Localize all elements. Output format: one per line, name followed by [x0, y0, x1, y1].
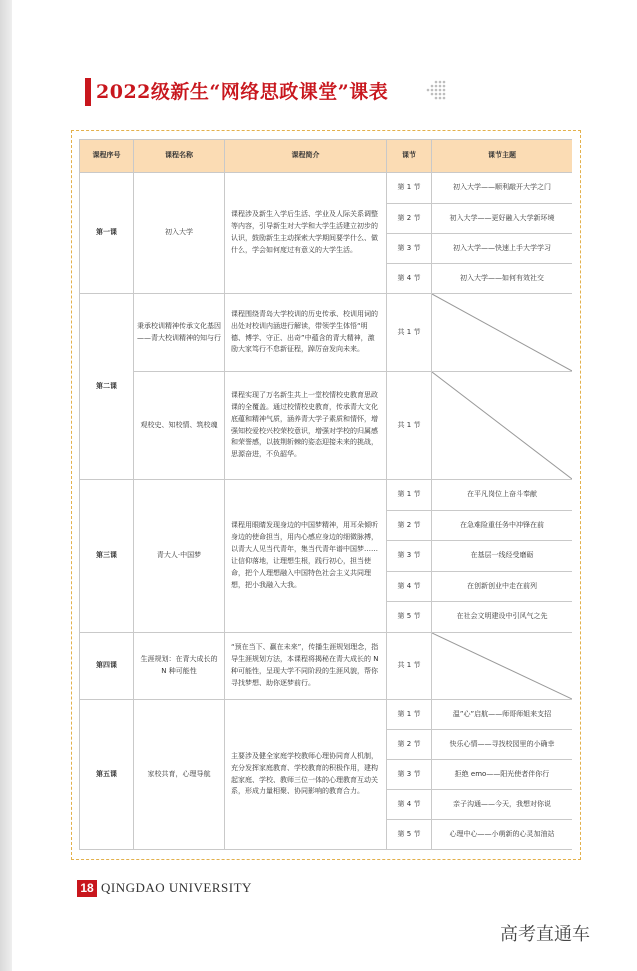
session-theme: 初入大学——如何有效社交: [432, 264, 573, 294]
lesson-id: 第一课: [80, 173, 134, 294]
session-label: 第 1 节: [387, 480, 432, 511]
course-name: 秉承校训精神传承文化基因——青大校训精神的知与行: [134, 294, 225, 372]
course-intro: 课程实现了万名新生共上一堂校情校史教育思政课的全覆盖。通过校情校史教育，传承青大文化底蕴和精神气质，涵养青大学子素质和情怀，增强知校爱校兴校荣校意识，增强对学校的归属感和荣誉感，以披荆斩棘的姿态迎接未来的挑战，思源奋进，不负韶华。: [225, 372, 387, 480]
header-session-theme: 课节主题: [432, 140, 573, 173]
header-lesson-no: 课程序号: [80, 140, 134, 173]
header-session: 课节: [387, 140, 432, 173]
session-theme: 拒绝 emo——阳光使者伴你行: [432, 760, 573, 790]
lesson-id: 第五课: [80, 700, 134, 850]
course-intro: “预在当下、赢在未来”，传播生涯规划理念，指导生涯规划方法，本课程将揭秘在青大成长的 N 种可能性，呈现大学不同阶段的生涯风貌，帮你寻找梦想、助你逐梦前行。: [225, 633, 387, 700]
table-row: [80, 700, 573, 730]
table-row: [80, 480, 573, 511]
session-label: 共 1 节: [387, 633, 432, 700]
schedule-table-wrapper: [79, 139, 572, 852]
session-theme: 温”心”启航——师哥师姐来支招: [432, 700, 573, 730]
session-label: 第 4 节: [387, 790, 432, 820]
schedule-table: [79, 139, 572, 850]
empty-theme-cell: [432, 294, 573, 372]
empty-theme-cell: [432, 633, 573, 700]
session-theme: 快乐心情——寻找校园里的小确幸: [432, 730, 573, 760]
table-row: [80, 294, 573, 372]
table-row: [80, 372, 573, 480]
session-label: 共 1 节: [387, 294, 432, 372]
course-intro: 课程涉及新生入学后生活、学业及人际关系调整等内容，引导新生对大学和大学生活建立初步的认识，鼓励新生主动探索大学期间要学什么、做什么，学会如何度过有意义的大学生活。: [225, 173, 387, 294]
session-label: 第 3 节: [387, 234, 432, 264]
table-row: [80, 173, 573, 204]
page-edge-strip: [0, 0, 12, 971]
session-label: 第 5 节: [387, 602, 432, 633]
table-header-row: [80, 140, 573, 173]
table-row: [80, 633, 573, 700]
session-theme: 亲子沟通——今天，我想对你说: [432, 790, 573, 820]
dot-grid-icon: [426, 80, 446, 100]
session-label: 共 1 节: [387, 372, 432, 480]
session-label: 第 2 节: [387, 204, 432, 234]
session-theme: 在平凡岗位上奋斗奉献: [432, 480, 573, 511]
session-theme: 心理中心——小萌新的心灵加油站: [432, 820, 573, 850]
session-theme: 初入大学——快速上手大学学习: [432, 234, 573, 264]
course-name: 初入大学: [134, 173, 225, 294]
session-theme: 初入大学——顺利敲开大学之门: [432, 173, 573, 204]
empty-theme-cell: [432, 372, 573, 480]
session-label: 第 3 节: [387, 541, 432, 572]
session-label: 第 1 节: [387, 700, 432, 730]
session-label: 第 5 节: [387, 820, 432, 850]
session-theme: 在创新创业中走在前列: [432, 572, 573, 602]
course-intro: 课程围绕青岛大学校训的历史传承、校训用词的出处对校训内涵进行解读，带领学生体悟“明德、博学、守正、出奇”中蕴含的青大精神，激励大家笃行不怠新征程，踔厉奋发向未来。: [225, 294, 387, 372]
session-theme: 初入大学——更好融入大学新环境: [432, 204, 573, 234]
course-name: 家校共育，心理导航: [134, 700, 225, 850]
header-course-intro: 课程简介: [225, 140, 387, 173]
session-label: 第 2 节: [387, 511, 432, 541]
lesson-id: 第二课: [80, 294, 134, 480]
session-label: 第 1 节: [387, 173, 432, 204]
course-name: 观校史、知校情、筑校魂: [134, 372, 225, 480]
lesson-id: 第三课: [80, 480, 134, 633]
lesson-id: 第四课: [80, 633, 134, 700]
session-theme: 在基层一线经受磨砺: [432, 541, 573, 572]
course-intro: 课程用眼睛发现身边的中国梦精神，用耳朵倾听身边的使命担当，用内心感应身边的细微脉搏，以青大人见当代青年，集当代青年谱中国梦……让信仰落地，让理想生根，践行初心，担当使命，把个人理想融入中国特色社会主义共同理想，把小我融入大我。: [225, 480, 387, 633]
session-theme: 在急难险重任务中冲锋在前: [432, 511, 573, 541]
page-title: 2022级新生“网络思政课堂”课表: [96, 81, 389, 103]
session-label: 第 3 节: [387, 760, 432, 790]
watermark-text: 高考直通车: [500, 924, 590, 945]
session-label: 第 4 节: [387, 572, 432, 602]
title-accent-bar: [85, 78, 91, 106]
course-name: 青大人·中国梦: [134, 480, 225, 633]
session-label: 第 2 节: [387, 730, 432, 760]
course-intro: 主要涉及健全家庭学校教师心理协同育人机制，充分发挥家庭教育、学校教育的积极作用，建构起家庭、学校、教师三位一体的心理教育互动关系，形成力量相聚、协同影响的教育合力。: [225, 700, 387, 850]
page-number: 18: [77, 880, 97, 897]
university-name: QINGDAO UNIVERSITY: [101, 880, 252, 895]
session-theme: 在社会文明建设中引风气之先: [432, 602, 573, 633]
course-name: 生涯规划：在青大成长的 N 种可能性: [134, 633, 225, 700]
session-label: 第 4 节: [387, 264, 432, 294]
header-course-name: 课程名称: [134, 140, 225, 173]
